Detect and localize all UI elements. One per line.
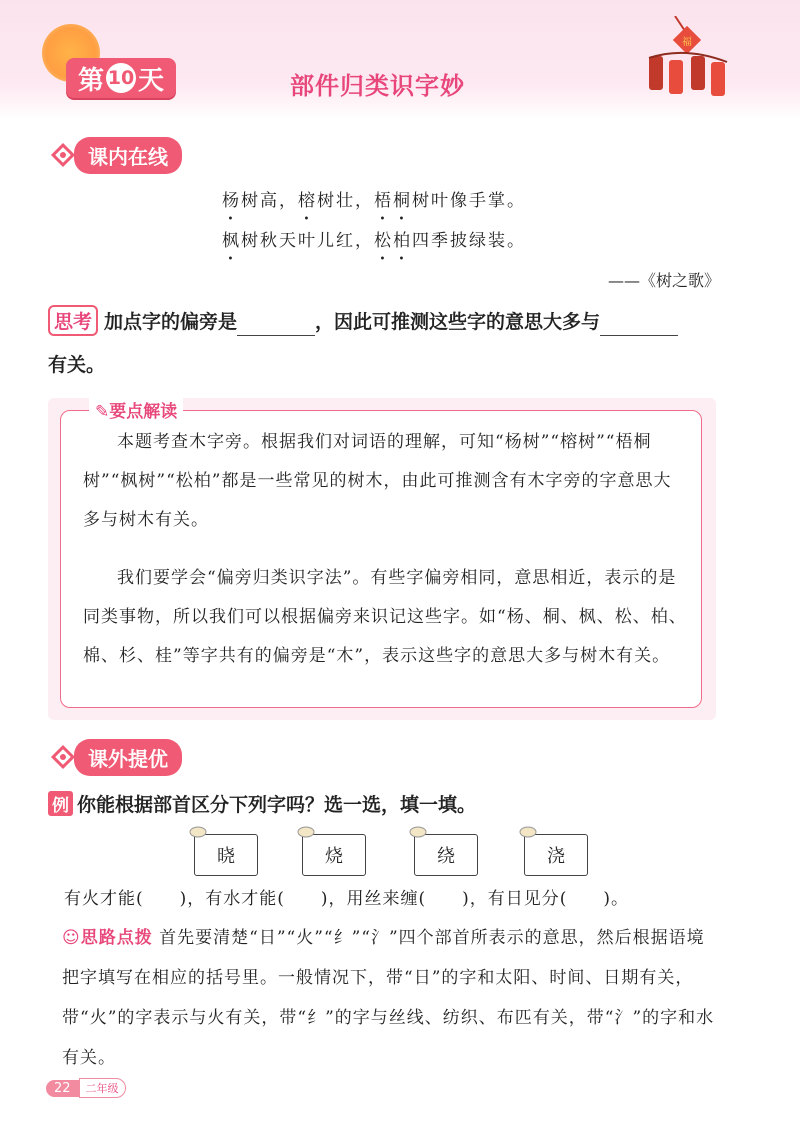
card-char: 烧 bbox=[325, 846, 343, 867]
key-points-label-text: 要点解读 bbox=[109, 402, 178, 422]
svg-text:福: 福 bbox=[682, 37, 692, 48]
dotted-char: 枫 bbox=[222, 231, 241, 251]
example-question bbox=[48, 790, 476, 817]
poem-text: 树秋天叶儿红， bbox=[241, 231, 374, 251]
notebook-icon: ✎ bbox=[95, 402, 110, 422]
dotted-char: 桐 bbox=[393, 191, 412, 211]
section-tag-extra bbox=[48, 738, 182, 776]
example-tag: 例 bbox=[48, 791, 73, 816]
dotted-char: 杨 bbox=[222, 191, 241, 211]
char-card[interactable] bbox=[414, 834, 478, 876]
chinese-knot-icon bbox=[48, 140, 78, 170]
page-title: 部件归类识字妙 bbox=[290, 72, 465, 100]
card-char: 绕 bbox=[437, 846, 455, 867]
clip-icon bbox=[297, 825, 319, 839]
day-suffix: 天 bbox=[138, 65, 165, 96]
fill-in-sentence: 有火才能( )，有水才能( )，用丝来缠( )，有日见分( )。 bbox=[64, 889, 630, 909]
card-char: 浇 bbox=[547, 846, 565, 867]
key-points-para-1: 本题考查木字旁。根据我们对词语的理解，可知“杨树”“榕树”“梧桐树”“枫树”“松柏”都是一些常见的树木，由此可推测含有木字旁的字意思大多与树木有关。 bbox=[83, 432, 672, 530]
think-tag: 思考 bbox=[48, 305, 98, 336]
section-label: 课外提优 bbox=[74, 739, 182, 776]
key-points-box bbox=[48, 398, 716, 720]
poem-text: 树高， bbox=[241, 191, 298, 211]
char-card[interactable] bbox=[302, 834, 366, 876]
answer-blank-1[interactable] bbox=[237, 317, 315, 336]
think-question bbox=[48, 305, 678, 336]
page-footer bbox=[46, 1078, 126, 1098]
clip-icon bbox=[409, 825, 431, 839]
dotted-char: 松 bbox=[374, 231, 393, 251]
dotted-char: 柏 bbox=[393, 231, 412, 251]
poem-line-2 bbox=[222, 226, 526, 251]
clip-icon bbox=[189, 825, 211, 839]
section-label: 课内在线 bbox=[74, 137, 182, 174]
hint-tag-text: 思路点拨 bbox=[80, 928, 153, 948]
day-number: 10 bbox=[106, 63, 136, 93]
key-points-inner bbox=[60, 402, 702, 708]
firecracker-ornament-icon bbox=[635, 16, 745, 106]
hint-block bbox=[62, 918, 722, 1078]
hint-tag bbox=[62, 928, 153, 948]
poem-line-1 bbox=[222, 186, 526, 211]
think-text-3: 有关。 bbox=[48, 354, 106, 376]
poem-text: 四季披绿装。 bbox=[412, 231, 526, 251]
answer-blank-2[interactable] bbox=[600, 317, 678, 336]
section-tag-in-class bbox=[48, 136, 182, 174]
char-card[interactable] bbox=[524, 834, 588, 876]
think-text-2: ，因此可推测这些字的意思大多与 bbox=[315, 311, 601, 333]
day-badge bbox=[66, 58, 176, 98]
chinese-knot-icon bbox=[48, 742, 78, 772]
day-prefix: 第 bbox=[77, 65, 104, 96]
dotted-char: 梧 bbox=[374, 191, 393, 211]
hint-text: 首先要清楚“日”“火”“纟”“氵”四个部首所表示的意思，然后根据语境把字填写在相应的括号里。一般情况下，带“日”的字和太阳、时间、日期有关，带“火”的字表示与火有关，带“纟”的字与丝线、纺织、布匹有关，带“氵”的字和水有关。 bbox=[62, 928, 715, 1068]
key-points-label bbox=[89, 397, 183, 422]
char-card[interactable] bbox=[194, 834, 258, 876]
poem-text: 树壮， bbox=[317, 191, 374, 211]
page-number: 22 bbox=[46, 1080, 79, 1097]
card-char: 晓 bbox=[217, 846, 235, 867]
poem-text: 树叶像手掌。 bbox=[412, 191, 526, 211]
poem-source: ——《树之歌》 bbox=[607, 271, 720, 290]
grade-label: 二年级 bbox=[79, 1078, 126, 1098]
dotted-char: 榕 bbox=[298, 191, 317, 211]
example-question-text: 你能根据部首区分下列字吗？选一选，填一填。 bbox=[77, 794, 477, 816]
clip-icon bbox=[519, 825, 541, 839]
think-text-1: 加点字的偏旁是 bbox=[104, 311, 238, 333]
key-points-para-2: 我们要学会“偏旁归类识字法”。有些字偏旁相同，意思相近，表示的是同类事物，所以我们可以根据偏旁来识记这些字。如“杨、桐、枫、松、柏、棉、杉、桂”等字共有的偏旁是“木”，表示这些字的意思大多与树木有关。 bbox=[83, 568, 687, 666]
lightbulb-icon: ☺ bbox=[62, 928, 81, 948]
